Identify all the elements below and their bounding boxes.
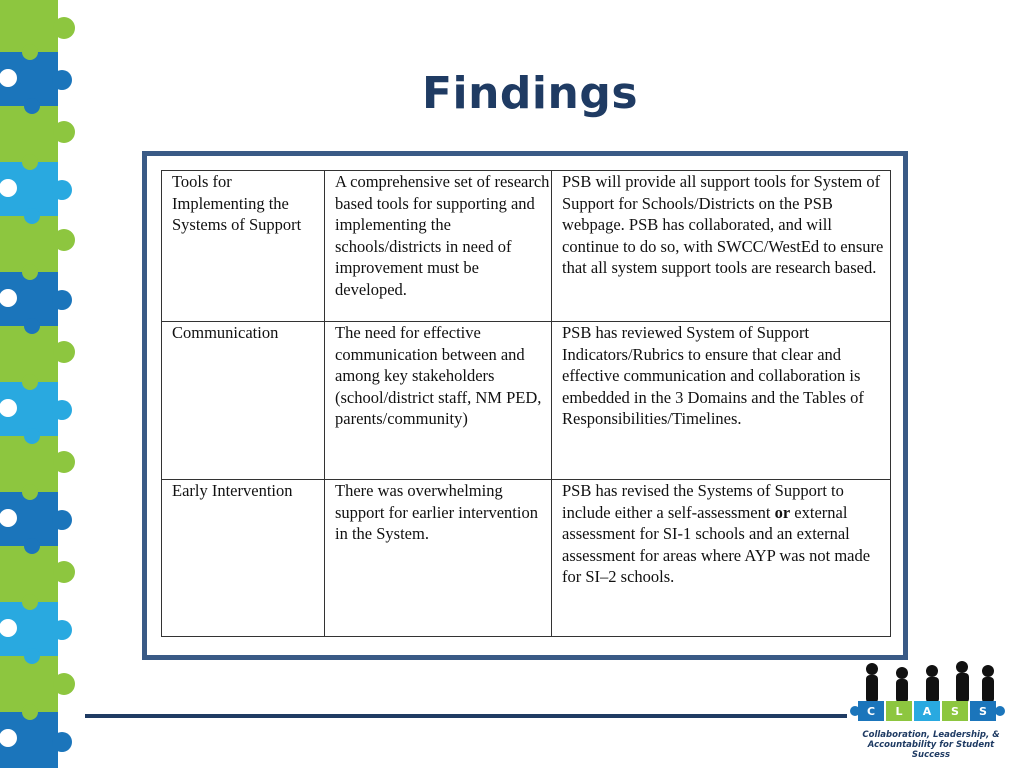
logo-caption-line: Accountability for Student Success (867, 740, 995, 760)
response-text: external assessment for SI-1 schools and an external assessment for areas where AYP was not made for SI–2 schools. (562, 502, 871, 586)
response-cell (552, 480, 891, 637)
puzzle-column (0, 0, 75, 768)
logo-caption-line: Collaboration, Leadership, & (862, 730, 1000, 740)
footer-divider (85, 714, 847, 718)
logo-letter: A (922, 705, 932, 718)
finding-cell: A comprehensive set of research based tools for supporting and implementing the schools/districts in need of improvement must be developed. (325, 171, 552, 322)
table-row (162, 171, 891, 322)
response-text: PSB has revised the Systems of Support to include either a self-assessment (562, 481, 844, 522)
logo-letter: S (951, 705, 959, 718)
response-emphasis: or (774, 502, 791, 522)
response-cell: PSB has reviewed System of Support Indicators/Rubrics to ensure that clear and effective communication and collaboration is embedded in the 3 Domains and the Tables of Responsibilities/Timelines. (552, 322, 891, 480)
logo-caption (848, 730, 1014, 760)
finding-cell: There was overwhelming support for earlier intervention in the System. (325, 480, 552, 637)
puzzle-pieces-decoration (0, 0, 80, 768)
table-row (162, 322, 891, 480)
topic-cell: Early Intervention (162, 480, 325, 637)
finding-cell: The need for effective communication between and among key stakeholders (school/district staff, NM PED, parents/community) (325, 322, 552, 480)
topic-cell: Tools for Implementing the Systems of Support (162, 171, 325, 322)
topic-cell: Communication (162, 322, 325, 480)
logo-letter: S (979, 705, 987, 718)
response-cell: PSB will provide all support tools for System of Support for Schools/Districts on the PSB webpage. PSB has collaborated, and will continue to do so, with SWCC/WestEd to ensure that all system support tools are research based. (552, 171, 891, 322)
logo-letter: L (895, 705, 903, 718)
slide-title: Findings (421, 68, 639, 119)
logo-letter: C (866, 705, 876, 718)
table-row (162, 480, 891, 637)
findings-table (161, 170, 891, 637)
